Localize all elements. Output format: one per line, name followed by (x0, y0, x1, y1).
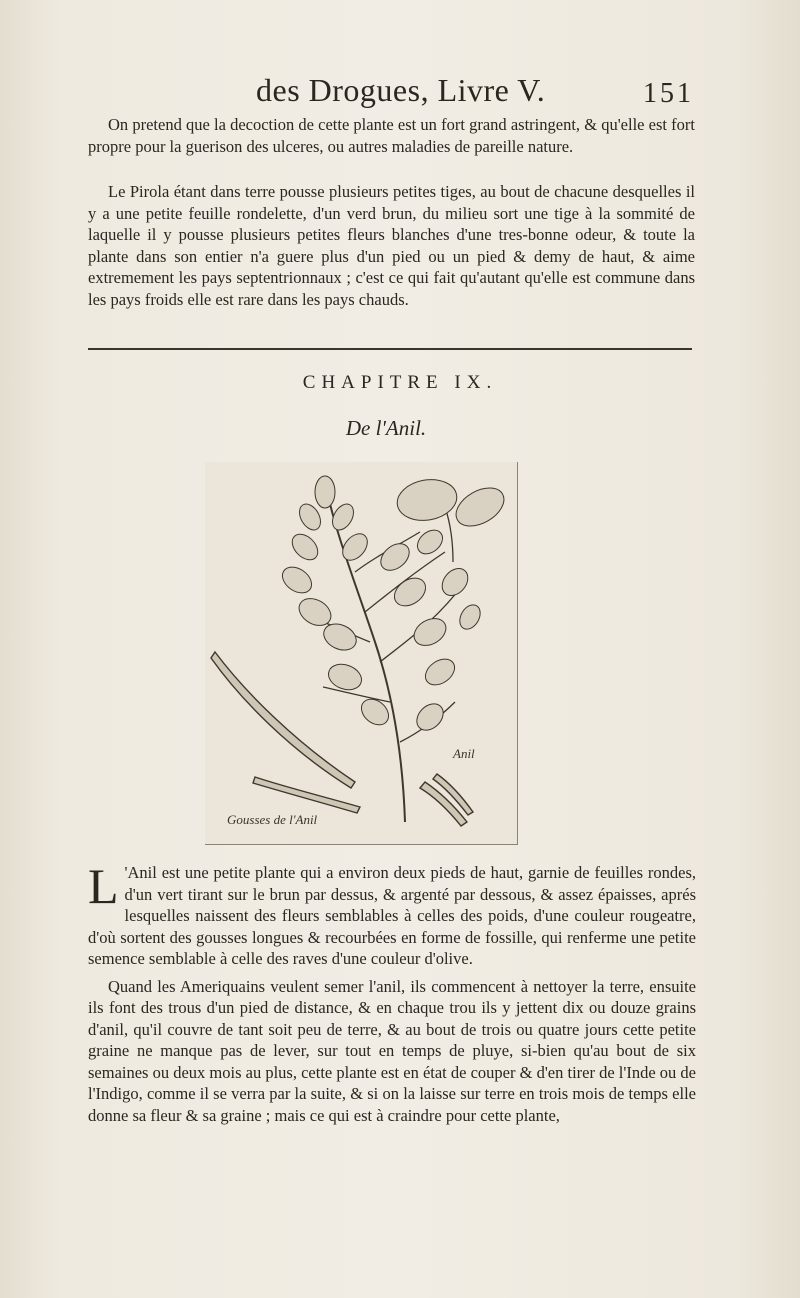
paragraph-decoction: On pretend que la decoction de cette plante est un fort grand astringent, & qu'elle est fort propre pour la guerison des ulceres, ou autres maladies de pareille nature. (88, 115, 695, 156)
section-divider (88, 348, 692, 350)
chapter-body (88, 858, 696, 1126)
anil-engraving-plate (205, 462, 518, 845)
paragraph-anil-text: 'Anil est une petite plante qui a environ deux pieds de haut, garnie de feuilles rondes, d'un vert tirant sur le brun par dessus, & argenté par dessous, & assez épaisses, aprés lesquelles naissent des fleurs semblables à celles des poids, d'une couleur rougeatre, d'où sortent des gousses longues & recourbées en forme de fossille, qui renferme une petite semence semblable à celle des raves d'une couleur d'olive. (88, 863, 696, 968)
paragraph-anil-description (88, 858, 696, 970)
drop-cap: L (88, 858, 119, 914)
chapter-subtitle: De l'Anil. (345, 416, 427, 440)
anil-plant-illustration (205, 462, 517, 844)
running-title: des Drogues, Livre V. (256, 72, 546, 108)
paragraph-pirola: Le Pirola étant dans terre pousse plusieurs petites tiges, au bout de chacune desquelles il y a une petite feuille rondelette, d'un verd brun, du milieu sort une tige à la sommité de laquelle il y pousse plusieurs petites fleurs blanches d'une tres-bonne odeur, & toute la plante dans son entier n'a guere plus d'un pied ou un pied & demy de haut, & aime extremement les pays septentrionnaux ; c'est ce qui fait qu'autant qu'elle est commune dans les pays froids elle est rare dans les pays chauds. (88, 182, 695, 309)
plate-label-pods: Gousses de l'Anil (227, 812, 318, 827)
chapter-heading: CHAPITRE IX. (302, 372, 498, 393)
paragraph-anil-cultivation: Quand les Ameriquains veulent semer l'anil, ils commencent à nettoyer la terre, ensuite ils font des trous d'un pied de distance, & en chaque trou ils y jettent dix ou douze grains d'anil, qu'il couvre de tant soit peu de terre, & au bout de trois ou quatre jours cette petite graine ne manque pas de lever, sur tout en temps de pluye, si-bien qu'au bout de six semaines ou deux mois au plus, cette plante est en état de couper & d'en tirer de l'Inde ou de l'Indigo, comme il se verra par la suite, & si on la laisse sur terre en trois mois de temps elle donne sa fleur & sa graine ; mais ce qui est à craindre pour cette plante, (88, 976, 696, 1125)
page-header (80, 72, 700, 116)
page-number: 151 (643, 78, 694, 109)
plate-label-anil: Anil (453, 746, 475, 761)
